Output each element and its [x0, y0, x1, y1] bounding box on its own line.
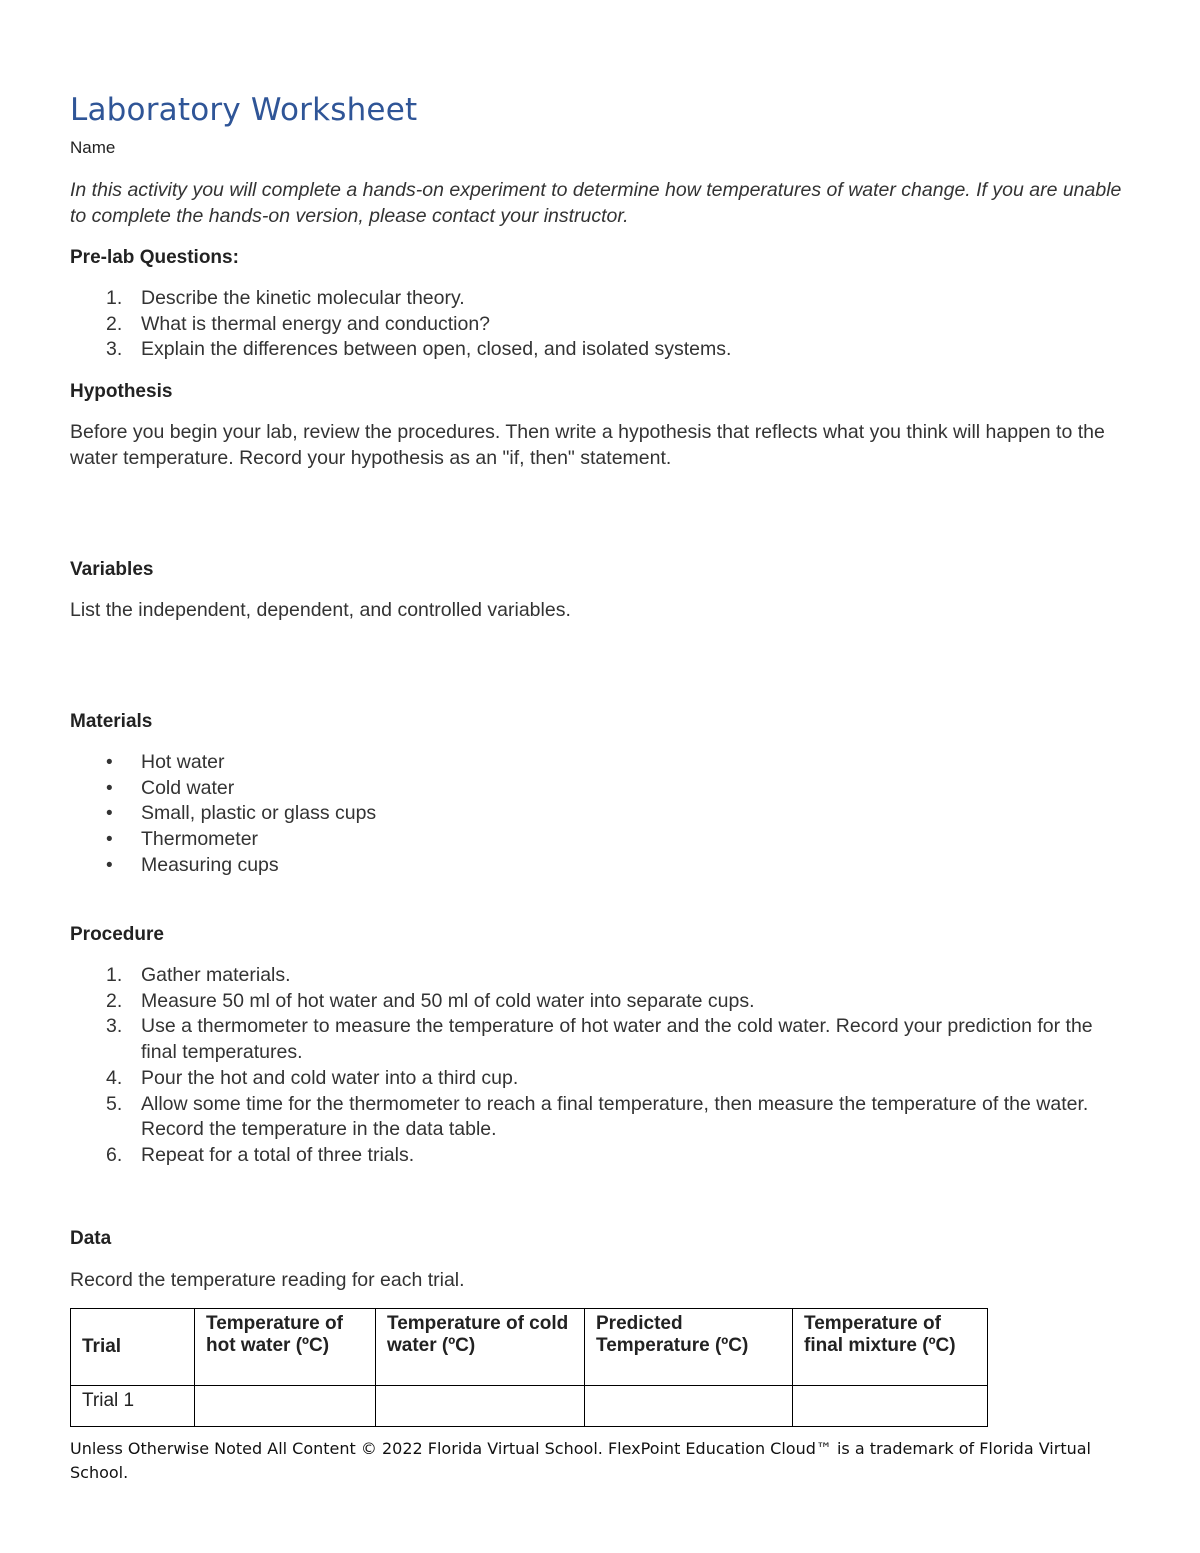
page-title: Laboratory Worksheet [70, 92, 418, 128]
table-header-cell: Temperature of cold water (ºC) [376, 1309, 585, 1386]
list-item [70, 1014, 1132, 1065]
prelab-heading: Pre-lab Questions: [70, 247, 239, 268]
list-item [70, 312, 1132, 338]
list-text: Measure 50 ml of hot water and 50 ml of cold water into separate cups. [141, 989, 755, 1012]
list-item [70, 801, 1132, 827]
list-text: Small, plastic or glass cups [141, 802, 377, 825]
list-item [70, 337, 1132, 363]
variables-instructions: List the independent, dependent, and controlled variables. [70, 599, 571, 621]
list-number: 1. [106, 964, 123, 986]
list-text: Thermometer [141, 828, 259, 851]
table-cell[interactable] [585, 1386, 793, 1427]
procedure-heading: Procedure [70, 924, 164, 945]
list-number: 1. [106, 287, 123, 309]
data-instructions: Record the temperature reading for each trial. [70, 1269, 465, 1291]
prelab-question-list [70, 286, 1132, 363]
list-text: Allow some time for the thermometer to reach a final temperature, then measure the temperature of the water. Record the temperature in the data table. [141, 1092, 1089, 1141]
list-text: Repeat for a total of three trials. [141, 1143, 415, 1166]
hypothesis-heading: Hypothesis [70, 381, 173, 402]
list-number: 6. [106, 1143, 123, 1166]
data-heading: Data [70, 1228, 112, 1249]
list-item [70, 776, 1132, 802]
list-number: 3. [106, 1015, 123, 1038]
list-number: 5. [106, 1092, 123, 1115]
list-item [70, 1143, 1132, 1169]
list-number: 2. [106, 312, 123, 335]
list-text: Explain the differences between open, closed, and isolated systems. [141, 338, 732, 361]
table-cell[interactable] [195, 1386, 376, 1427]
hypothesis-instructions: Before you begin your lab, review the procedures. Then write a hypothesis that reflects what you think will happen to the water temperature. Record your hypothesis as an "if, then" statement. [70, 421, 1105, 469]
materials-heading: Materials [70, 711, 153, 732]
list-item [70, 1066, 1132, 1092]
list-item [70, 853, 1132, 879]
list-text: What is thermal energy and conduction? [141, 312, 491, 335]
table-header-cell: Temperature of hot water (ºC) [195, 1309, 376, 1386]
list-item [70, 286, 1132, 312]
list-number: 3. [106, 338, 123, 361]
list-text: Hot water [141, 751, 225, 773]
bullet-icon: • [106, 752, 113, 773]
list-number: 4. [106, 1066, 123, 1089]
table-header-row [71, 1309, 988, 1386]
list-text: Cold water [141, 776, 235, 799]
list-item [70, 827, 1132, 853]
name-label: Name [70, 138, 116, 157]
variables-heading: Variables [70, 559, 154, 580]
table-row [71, 1386, 988, 1427]
list-text: Use a thermometer to measure the temperature of hot water and the cold water. Record your prediction for the final temperatures. [141, 1015, 1093, 1064]
list-item [70, 1092, 1132, 1143]
bullet-icon: • [106, 777, 113, 799]
list-text: Pour the hot and cold water into a third cup. [141, 1066, 519, 1089]
list-number: 2. [106, 989, 123, 1012]
bullet-icon: • [106, 803, 113, 825]
bullet-icon: • [106, 829, 113, 851]
list-text: Describe the kinetic molecular theory. [141, 287, 465, 309]
table-cell[interactable] [376, 1386, 585, 1427]
bullet-icon: • [106, 854, 113, 876]
table-header-cell: Temperature of final mixture (ºC) [793, 1309, 988, 1386]
procedure-list [70, 963, 1132, 1169]
list-item [70, 963, 1132, 989]
list-item [70, 989, 1132, 1015]
list-text: Gather materials. [141, 964, 291, 986]
copyright-footer: Unless Otherwise Noted All Content © 2022 Florida Virtual School. FlexPoint Education Cloud™ is a trademark of Florida Virtual School. [70, 1439, 1091, 1482]
materials-list [70, 750, 1132, 879]
table-cell[interactable] [793, 1386, 988, 1427]
list-text: Measuring cups [141, 853, 279, 876]
table-header-cell: Trial [71, 1309, 195, 1386]
data-table [70, 1308, 988, 1427]
list-item [70, 750, 1132, 776]
intro-paragraph: In this activity you will complete a hands-on experiment to determine how temperatures of water change. If you are unable to complete the hands-on version, please contact your instructor. [70, 179, 1122, 227]
table-cell: Trial 1 [71, 1386, 195, 1427]
table-header-cell: Predicted Temperature (ºC) [585, 1309, 793, 1386]
